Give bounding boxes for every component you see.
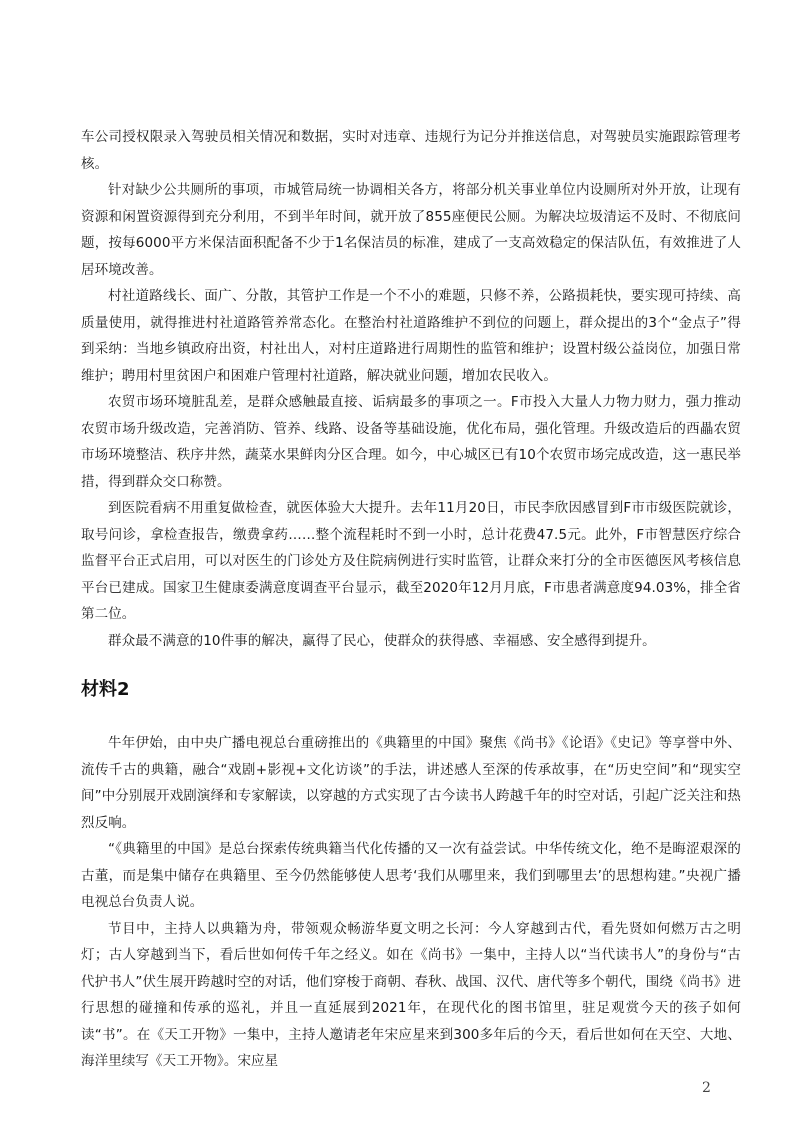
paragraph: 车公司授权限录入驾驶员相关情况和数据，实时对违章、违规行为记分并推送信息，对驾驶员实施跟踪管理考核。	[81, 129, 741, 172]
section-heading: 材料2	[81, 679, 130, 700]
paragraph: “《典籍里的中国》是总台探索传统典籍当代化传播的又一次有益尝试。中华传统文化，绝不是晦涩艰深的古董，而是集中储存在典籍里、至今仍然能够使人思考‘我们从哪里来，我们到哪里去’的思想构建。”央视广播电视总台负责人说。	[81, 841, 741, 910]
paragraph: 村社道路线长、面广、分散，其管护工作是一个不小的难题，只修不养，公路损耗快，要实现可持续、高质量使用，就得推进村社道路管养常态化。在整治村社道路维护不到位的问题上，群众提出的3个“金点子”得到采纳：当地乡镇政府出资，村社出人，对村庄道路进行周期性的监管和维护；设置村级公益岗位，加强日常维护；聘用村里贫困户和困难户管理村社道路，解决就业问题，增加农民收入。	[81, 288, 741, 384]
paragraph: 群众最不满意的10件事的解决，赢得了民心，使群众的获得感、幸福感、安全感得到提升。	[108, 632, 656, 649]
paragraph: 针对缺少公共厕所的事项，市城管局统一协调相关各方，将部分机关事业单位内设厕所对外开放，让现有资源和闲置资源得到充分利用，不到半年时间，就开放了855座便民公厕。为解决垃圾清运不及时、不彻底问题，按每6000平方米保洁面积配备不少于1名保洁员的标准，建成了一支高效稳定的保洁队伍，有效推进了人居环境改善。	[81, 182, 741, 278]
paragraph: 节目中，主持人以典籍为舟，带领观众畅游华夏文明之长河：今人穿越到古代，看先贤如何燃万古之明灯；古人穿越到当下，看后世如何传千年之经义。如在《尚书》一集中，主持人以“当代读书人”的身份与“古代护书人”伏生展开跨越时空的对话，他们穿梭于商朝、春秋、战国、汉代、唐代等多个朝代，围绕《尚书》进行思想的碰撞和传承的巡礼，并且一直延展到2021年，在现代化的图书馆里，驻足观赏今天的孩子如何读“书”。在《天工开物》一集中，主持人邀请老年宋应星来到300多年后的今天，看后世如何在天空、大地、海洋里续写《天工开物》。宋应星	[81, 920, 741, 1069]
paragraph: 牛年伊始，由中央广播电视总台重磅推出的《典籍里的中国》聚焦《尚书》《论语》《史记》等享誉中外、流传千古的典籍，融合“戏剧+影视+文化访谈”的手法，讲述感人至深的传承故事，在“历史空间”和“现实空间”中分别展开戏剧演绎和专家解读，以穿越的方式实现了古今读书人跨越千年的时空对话，引起广泛关注和热烈反响。	[81, 735, 741, 831]
paragraph: 到医院看病不用重复做检查，就医体验大大提升。去年11月20日，市民李欣因感冒到F市市级医院就诊，取号问诊，拿检查报告，缴费拿药……整个流程耗时不到一小时，总计花费47.5元。此外，F市智慧医疗综合监督平台正式启用，可以对医生的门诊处方及住院病例进行实时监管，让群众来打分的全市医德医风考核信息平台已建成。国家卫生健康委满意度调查平台显示，截至2020年12月月底，F市患者满意度94.03%，排全省第二位。	[81, 500, 741, 622]
paragraph: 农贸市场环境脏乱差，是群众感触最直接、诟病最多的事项之一。F市投入大量人力物力财力，强力推动农贸市场升级改造，完善消防、管养、线路、设备等基础设施，优化布局，强化管理。升级改造后的西畾农贸市场环境整洁、秩序井然，蔬菜水果鲜肉分区合理。如今，中心城区已有10个农贸市场完成改造，这一惠民举措，得到群众交口称赞。	[81, 394, 741, 490]
page-number: 2	[702, 1080, 711, 1096]
document-body	[81, 124, 741, 1075]
